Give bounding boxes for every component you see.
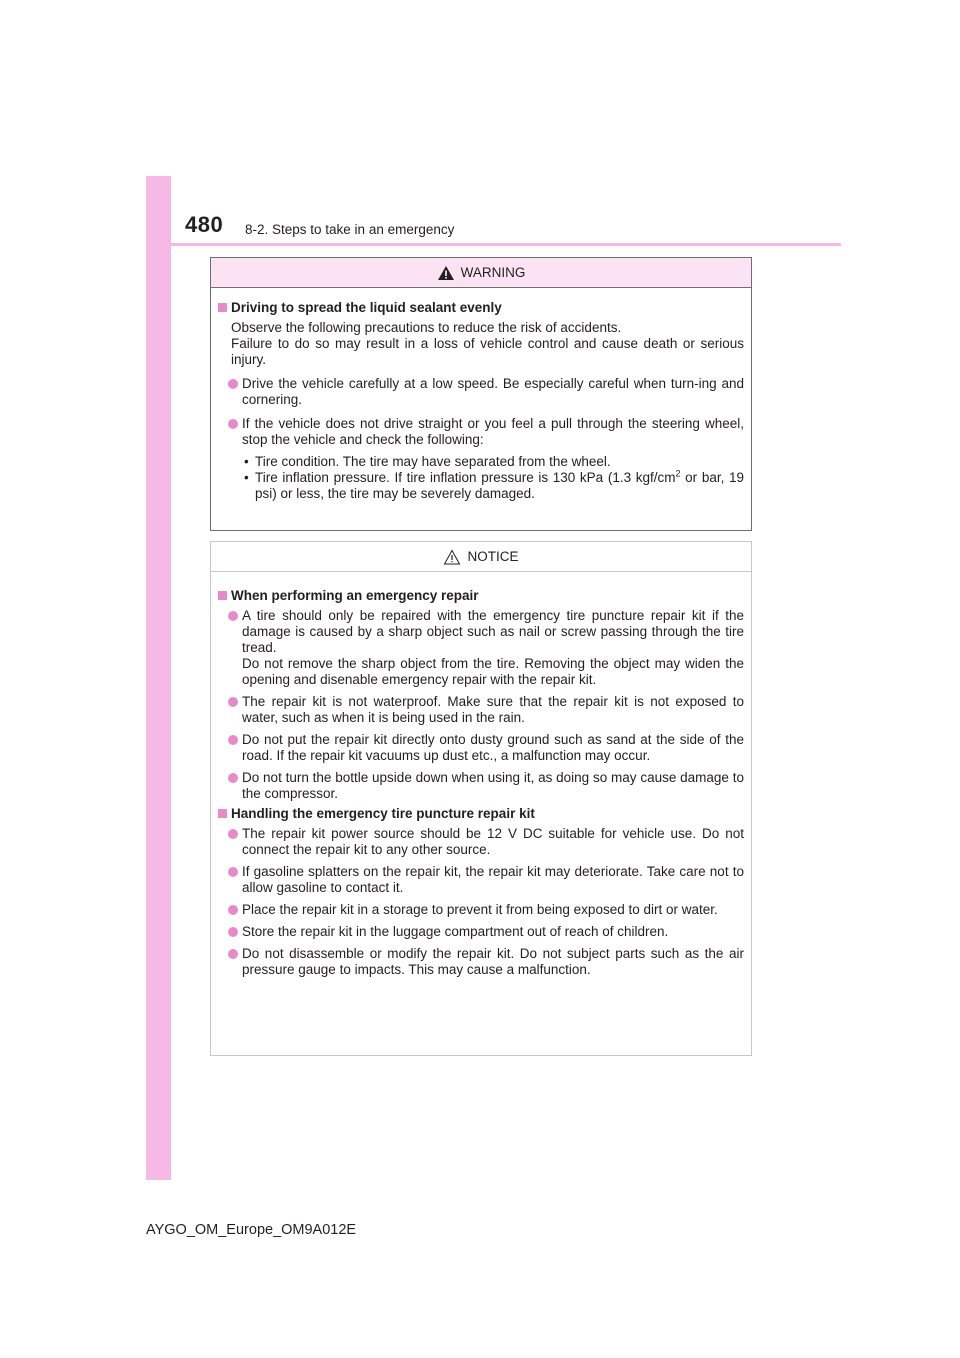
page-number: 480: [185, 212, 224, 237]
warning-sub-item-2: [242, 470, 744, 502]
notice-bullet-2: The repair kit is not waterproof. Make sure that the repair kit is not exposed to water, such as when it is being used in the rain.: [218, 694, 744, 726]
warning-body: [211, 288, 751, 502]
doc-code-footer: AYGO_OM_Europe_OM9A012E: [146, 1222, 357, 1238]
warning-bullet-1: Drive the vehicle carefully at a low speed. Be especially careful when turn-ing and cornering.: [218, 376, 744, 408]
warning-box: [210, 257, 752, 531]
notice-triangle-icon: [443, 549, 461, 565]
notice-bullet-8: Store the repair kit in the luggage compartment out of reach of children.: [218, 924, 744, 940]
notice-bullet-1-text-b: Do not remove the sharp object from the tire. Removing the object may widen the opening and disenable emergency repair with the repair kit.: [242, 656, 744, 687]
notice-bullet-1: [218, 608, 744, 688]
warning-sublist: [218, 454, 744, 502]
notice-bullet-9: Do not disassemble or modify the repair kit. Do not subject parts such as the air pressure gauge to impacts. This may cause a malfunction.: [218, 946, 744, 978]
notice-bullet-1-text-a: A tire should only be repaired with the emergency tire puncture repair kit if the damage is caused by a sharp object such as nail or screw passing through the tire tread.: [242, 608, 744, 655]
notice-bullet-5: The repair kit power source should be 12 V DC suitable for vehicle use. Do not connect the repair kit to any other source.: [218, 826, 744, 858]
warning-sub-item-1: • Tire condition. The tire may have separated from the wheel.: [242, 454, 744, 470]
notice-box: [210, 541, 752, 1056]
sub-item-2-text-b: or bar, 19 psi) or less, the tire may be severely damaged.: [255, 470, 744, 501]
notice-bullet-7: Place the repair kit in a storage to prevent it from being exposed to dirt or water.: [218, 902, 744, 918]
notice-bullet-4: Do not turn the bottle upside down when using it, as doing so may cause damage to the compressor.: [218, 770, 744, 802]
notice-heading-1: When performing an emergency repair: [218, 588, 744, 604]
warning-label: WARNING: [460, 265, 526, 280]
notice-bullet-6: If gasoline splatters on the repair kit, the repair kit may deteriorate. Take care not to allow gasoline to contact it.: [218, 864, 744, 896]
header-rule: [171, 243, 841, 246]
sub-item-2-text-a: Tire inflation pressure. If tire inflation pressure is 130 kPa (1.3 kgf/cm: [255, 470, 676, 485]
warning-triangle-icon: [437, 265, 455, 281]
notice-header: [211, 542, 751, 572]
warning-intro: Observe the following precautions to reduce the risk of accidents.: [231, 320, 622, 335]
section-title: 8-2. Steps to take in an emergency: [245, 222, 455, 237]
notice-body: [211, 572, 751, 978]
notice-heading-2: Handling the emergency tire puncture repair kit: [218, 806, 744, 822]
warning-bullet-2: If the vehicle does not drive straight or you feel a pull through the steering wheel, stop the vehicle and check the following:: [218, 416, 744, 448]
notice-label: NOTICE: [467, 549, 519, 564]
side-band: [146, 176, 171, 1180]
warning-failure: Failure to do so may result in a loss of vehicle control and cause death or serious injury.: [231, 336, 744, 367]
superscript: 2: [675, 468, 681, 479]
warning-header: [211, 258, 751, 288]
notice-bullet-3: Do not put the repair kit directly onto dusty ground such as sand at the side of the road. If the repair kit vacuums up dust etc., a malfunction may occur.: [218, 732, 744, 764]
warning-heading: Driving to spread the liquid sealant evenly: [218, 300, 744, 316]
